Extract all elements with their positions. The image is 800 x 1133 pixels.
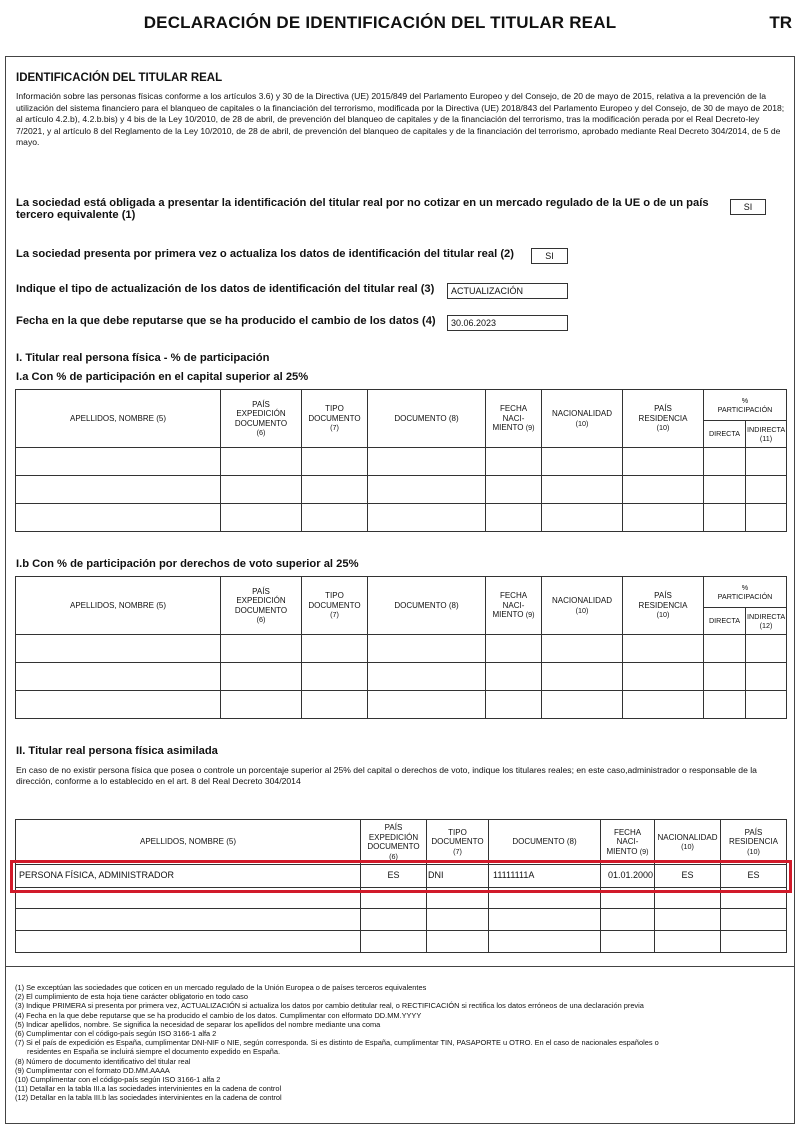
table-Ia bbox=[15, 389, 787, 532]
cell[interactable] bbox=[623, 635, 704, 663]
cell[interactable] bbox=[746, 448, 787, 476]
footnote: (9) Cumplimentar con el formato DD.MM.AAAA bbox=[15, 1065, 170, 1075]
cell[interactable] bbox=[368, 635, 486, 663]
table-row bbox=[16, 635, 787, 663]
cell[interactable] bbox=[361, 909, 427, 931]
col-label: PAÍS bbox=[744, 827, 763, 837]
col-apellidos: APELLIDOS, NOMBRE (5) bbox=[16, 577, 221, 635]
col-label: EXPEDICIÓN bbox=[368, 832, 419, 842]
cell[interactable] bbox=[746, 504, 787, 532]
cell[interactable] bbox=[655, 909, 721, 931]
cell[interactable] bbox=[221, 504, 302, 532]
col-label: TIPO bbox=[325, 591, 344, 601]
table-row bbox=[16, 504, 787, 532]
cell[interactable] bbox=[623, 476, 704, 504]
col-pais-residencia bbox=[623, 390, 704, 448]
cell[interactable] bbox=[542, 504, 623, 532]
col-label: NACI- bbox=[616, 837, 639, 847]
col-label: % bbox=[741, 582, 749, 592]
cell[interactable] bbox=[16, 448, 221, 476]
cell-residencia[interactable]: ES bbox=[721, 865, 787, 888]
footnote: (10) Cumplimentar con el código-país según ISO 3166-1 alfa 2 bbox=[15, 1075, 221, 1085]
col-label: TIPO bbox=[325, 404, 344, 414]
col-label: DOCUMENTO bbox=[234, 605, 288, 615]
col-participacion bbox=[704, 577, 787, 608]
cell[interactable] bbox=[721, 931, 787, 953]
cell[interactable] bbox=[704, 504, 746, 532]
cell[interactable] bbox=[601, 909, 655, 931]
col-label: FECHA bbox=[499, 591, 528, 601]
cell[interactable] bbox=[623, 691, 704, 719]
col-pais-residencia bbox=[623, 577, 704, 635]
col-participacion bbox=[704, 390, 787, 421]
col-label: RESIDENCIA bbox=[729, 837, 778, 847]
col-ref: (10) bbox=[575, 605, 589, 615]
col-label: DOCUMENTO bbox=[234, 418, 288, 428]
cell[interactable] bbox=[427, 931, 489, 953]
section-Ia-title: I.a Con % de participación en el capital superior al 25% bbox=[16, 371, 309, 383]
col-label: NACI- bbox=[502, 413, 525, 423]
col-label: EXPEDICIÓN bbox=[236, 596, 286, 605]
col-ref: (7) bbox=[453, 846, 462, 856]
col-label: NACIONALIDAD bbox=[551, 596, 612, 605]
table-row bbox=[16, 909, 787, 931]
cell[interactable] bbox=[746, 691, 787, 719]
question-3-label: Indique el tipo de actualización de los datos de identificación del titular real (3) bbox=[16, 283, 435, 295]
col-label: PAÍS bbox=[252, 586, 270, 596]
col-label: DOCUMENTO bbox=[367, 842, 420, 851]
notes-divider bbox=[5, 966, 795, 967]
cell[interactable] bbox=[16, 691, 221, 719]
cell[interactable] bbox=[16, 663, 221, 691]
col-label bbox=[602, 847, 653, 857]
page-title: DECLARACIÓN DE IDENTIFICACIÓN DEL TITULAR REAL bbox=[143, 13, 617, 32]
cell[interactable] bbox=[704, 448, 746, 476]
cell[interactable] bbox=[542, 476, 623, 504]
footnote: (2) El cumplimiento de esta hoja tiene carácter obligatorio en todo caso bbox=[15, 992, 248, 1002]
cell[interactable] bbox=[489, 909, 601, 931]
question-1-field[interactable]: SI bbox=[730, 199, 766, 215]
col-label: FECHA bbox=[613, 827, 642, 837]
cell[interactable] bbox=[16, 504, 221, 532]
footnote: (8) Número de documento identificativo del titular real bbox=[15, 1056, 191, 1066]
cell[interactable] bbox=[746, 635, 787, 663]
section-II-title: II. Titular real persona física asimilada bbox=[16, 745, 218, 757]
col-label: RESIDENCIA bbox=[638, 413, 688, 423]
cell[interactable] bbox=[601, 931, 655, 953]
col-nacionalidad bbox=[542, 390, 623, 448]
cell[interactable] bbox=[746, 476, 787, 504]
col-tipo-documento bbox=[427, 820, 489, 865]
cell[interactable] bbox=[368, 448, 486, 476]
col-label-part: MIENTO bbox=[606, 846, 638, 856]
col-documento: DOCUMENTO (8) bbox=[368, 390, 486, 448]
cell[interactable] bbox=[302, 663, 368, 691]
col-pais-expedicion bbox=[361, 820, 427, 865]
cell[interactable] bbox=[623, 663, 704, 691]
cell-fecha[interactable]: 01.01.2000 bbox=[601, 865, 655, 888]
cell-tipo-documento[interactable]: DNI bbox=[427, 865, 489, 888]
question-4-field[interactable]: 30.06.2023 bbox=[447, 315, 568, 331]
col-label: INDIRECTA bbox=[747, 424, 786, 434]
footnote: (4) Fecha en la que debe reputarse que se ha producido el cambio de los datos. Cumplimentar con elformato DD.MM.YYYY bbox=[15, 1010, 422, 1020]
col-label: TIPO bbox=[448, 827, 467, 837]
col-ref: (9) bbox=[525, 423, 535, 433]
cell[interactable] bbox=[368, 663, 486, 691]
cell[interactable] bbox=[221, 476, 302, 504]
cell[interactable] bbox=[302, 448, 368, 476]
col-ref: (10) bbox=[656, 610, 670, 620]
cell[interactable] bbox=[542, 635, 623, 663]
form-code: TR bbox=[769, 13, 792, 32]
cell[interactable] bbox=[16, 931, 361, 953]
table-row bbox=[16, 663, 787, 691]
cell-nacionalidad[interactable]: ES bbox=[655, 865, 721, 888]
col-documento: DOCUMENTO (8) bbox=[489, 820, 601, 865]
table-Ib bbox=[15, 576, 787, 719]
cell-pais-expedicion[interactable]: ES bbox=[361, 865, 427, 888]
col-label: INDIRECTA bbox=[747, 611, 786, 621]
question-4-label: Fecha en la que debe reputarse que se ha producido el cambio de los datos (4) bbox=[16, 315, 436, 327]
col-label: RESIDENCIA bbox=[638, 600, 688, 610]
col-label: FECHA bbox=[499, 404, 528, 414]
cell[interactable] bbox=[486, 476, 542, 504]
table-row bbox=[16, 448, 787, 476]
section-heading: IDENTIFICACIÓN DEL TITULAR REAL bbox=[16, 72, 223, 84]
cell[interactable] bbox=[721, 909, 787, 931]
col-indirecta bbox=[746, 421, 787, 448]
section-Ib-title: I.b Con % de participación por derechos de voto superior al 25% bbox=[16, 558, 359, 570]
question-3-field[interactable]: ACTUALIZACIÓN bbox=[447, 283, 568, 299]
cell[interactable] bbox=[623, 448, 704, 476]
col-label bbox=[487, 423, 540, 433]
footnote: (7) Si el país de expedición es España, cumplimentar DNI-NIF o NIE, según corresponda. Si es distinto de España, cumplimentar TIN, PASAPORTE u OTRO. En el caso de nacionales españoles o bbox=[15, 1038, 659, 1048]
question-1-label: La sociedad está obligada a presentar la identificación del titular real por no cotizar en un mercado regulado de la UE o de un país tercero equivalente (1) bbox=[16, 197, 709, 221]
col-ref: (10) bbox=[575, 418, 589, 428]
col-ref: (10) bbox=[681, 842, 694, 851]
cell[interactable] bbox=[542, 448, 623, 476]
section-I-title: I. Titular real persona física - % de participación bbox=[16, 352, 270, 364]
col-fecha-nacimiento bbox=[486, 577, 542, 635]
cell[interactable] bbox=[16, 635, 221, 663]
col-ref: (10) bbox=[656, 423, 670, 433]
cell[interactable] bbox=[704, 691, 746, 719]
cell[interactable] bbox=[302, 504, 368, 532]
col-ref: (11) bbox=[759, 434, 773, 443]
cell[interactable] bbox=[302, 476, 368, 504]
cell[interactable] bbox=[361, 931, 427, 953]
footnote: residentes en España se incluirá siempre el documento expedido en España. bbox=[27, 1047, 281, 1057]
col-label: EXPEDICIÓN bbox=[236, 409, 286, 418]
col-label: % bbox=[741, 395, 749, 405]
col-ref: (7) bbox=[330, 423, 339, 433]
footnote: (12) Detallar en la tabla III.b las sociedades intervinientes en la cadena de control bbox=[15, 1093, 282, 1103]
cell-nombre[interactable]: PERSONA FÍSICA, ADMINISTRADOR bbox=[16, 865, 361, 888]
cell[interactable] bbox=[704, 635, 746, 663]
table-row bbox=[16, 476, 787, 504]
highlight-box bbox=[10, 860, 792, 893]
table-row bbox=[16, 931, 787, 953]
col-label: DOCUMENTO bbox=[308, 413, 361, 423]
col-label: PAÍS bbox=[384, 823, 403, 832]
cell[interactable] bbox=[368, 504, 486, 532]
cell[interactable] bbox=[704, 476, 746, 504]
col-label: NACIONALIDAD bbox=[551, 409, 612, 418]
cell[interactable] bbox=[704, 663, 746, 691]
col-directa: DIRECTA bbox=[704, 608, 746, 635]
col-apellidos: APELLIDOS, NOMBRE (5) bbox=[16, 390, 221, 448]
cell[interactable] bbox=[368, 691, 486, 719]
col-nacionalidad bbox=[655, 820, 721, 865]
col-label: NACIONALIDAD bbox=[657, 832, 718, 842]
col-label: PAÍS bbox=[654, 404, 672, 414]
footnote: (11) Detallar en la tabla III.a las sociedades intervinientes en la cadena de control bbox=[15, 1084, 282, 1094]
cell[interactable] bbox=[221, 635, 302, 663]
cell[interactable] bbox=[302, 635, 368, 663]
col-directa: DIRECTA bbox=[704, 421, 746, 448]
cell-documento[interactable]: 11111111A bbox=[489, 865, 601, 888]
table-row bbox=[16, 691, 787, 719]
col-label-part: MIENTO bbox=[492, 423, 524, 433]
footnote: (1) Se exceptúan las sociedades que coticen en un mercado regulado de la Unión Europea o de países terceros equivalentes bbox=[15, 983, 427, 992]
cell[interactable] bbox=[16, 909, 361, 931]
col-label: PARTICIPACIÓN bbox=[717, 405, 773, 414]
col-fecha-nacimiento bbox=[486, 390, 542, 448]
cell[interactable] bbox=[368, 476, 486, 504]
col-indirecta bbox=[746, 608, 787, 635]
cell[interactable] bbox=[16, 476, 221, 504]
footnote: (6) Cumplimentar con el código-país según ISO 3166-1 alfa 2 bbox=[15, 1029, 217, 1039]
col-label: DOCUMENTO bbox=[308, 600, 361, 610]
col-ref: (6) bbox=[256, 615, 266, 624]
col-tipo-documento bbox=[302, 390, 368, 448]
cell[interactable] bbox=[221, 691, 302, 719]
intro-text: Información sobre las personas físicas conforme a los artículos 3.6) y 30 de la Directiva (UE) 2015/849 del Parlamento Europeo y del Consejo, de 20 de mayo de 2015, relativa a la prevención de la utilización del sistema financiero para el blanqueo de capitales o la financiación del terrorismo, modificada por la Directiva (UE) 2018/843 del Parlamento Europeo y del Consejo, de 30 de mayo de 2018; al artículo 4.2.b), 4.2.b.bis) y 4 bis de la Ley 10/2010, de 28 de abril, de prevención del blanqueo de capitales y de la financiación del terrorismo, tras la modificación perada por el Real Decreto-ley 7/2021, y al artículo 8 del Reglamento de la Ley 10/2010, de 28 de abril, de prevención del blanqueo de capitales y de la financiación del terrorismo, aprobado mediante Real Decreto 304/2014, de 5 de mayo. bbox=[16, 91, 785, 147]
footnote: (3) Indique PRIMERA si presenta por primera vez, ACTUALIZACIÓN si actualiza los datos por cambio detitular real, o RECTIFICACIÓN si rectifica los datos erróneos de una declaración previa bbox=[15, 1001, 644, 1011]
col-pais-residencia bbox=[721, 820, 787, 865]
cell[interactable] bbox=[542, 691, 623, 719]
footnotes bbox=[15, 983, 785, 1103]
cell[interactable] bbox=[486, 504, 542, 532]
col-label-part: MIENTO bbox=[492, 610, 524, 620]
col-label: PAÍS bbox=[654, 591, 672, 601]
col-pais-expedicion bbox=[221, 390, 302, 448]
col-fecha-nacimiento bbox=[601, 820, 655, 865]
col-label: NACI- bbox=[502, 600, 525, 610]
cell[interactable] bbox=[746, 663, 787, 691]
footnote: (5) Indicar apellidos, nombre. Se significa la necesidad de separar los apellidos del nombre mediante una coma bbox=[15, 1019, 381, 1029]
col-documento: DOCUMENTO (8) bbox=[368, 577, 486, 635]
col-ref: (6) bbox=[256, 428, 266, 437]
cell[interactable] bbox=[302, 691, 368, 719]
col-ref: (10) bbox=[747, 846, 760, 856]
cell[interactable] bbox=[486, 635, 542, 663]
cell[interactable] bbox=[486, 691, 542, 719]
question-2-field[interactable]: SI bbox=[531, 248, 568, 264]
col-pais-expedicion bbox=[221, 577, 302, 635]
cell[interactable] bbox=[427, 909, 489, 931]
cell[interactable] bbox=[221, 663, 302, 691]
cell[interactable] bbox=[623, 504, 704, 532]
col-apellidos: APELLIDOS, NOMBRE (5) bbox=[16, 820, 361, 865]
cell[interactable] bbox=[486, 663, 542, 691]
col-ref: (9) bbox=[525, 610, 535, 620]
col-ref: (12) bbox=[759, 621, 773, 630]
col-label: DOCUMENTO bbox=[431, 837, 484, 847]
question-2-label: La sociedad presenta por primera vez o actualiza los datos de identificación del titular real (2) bbox=[16, 248, 514, 260]
col-label: PARTICIPACIÓN bbox=[717, 592, 773, 601]
col-label: PAÍS bbox=[252, 399, 270, 409]
cell[interactable] bbox=[542, 663, 623, 691]
col-nacionalidad bbox=[542, 577, 623, 635]
col-ref: (7) bbox=[330, 610, 339, 620]
cell[interactable] bbox=[655, 931, 721, 953]
cell[interactable] bbox=[486, 448, 542, 476]
col-label bbox=[487, 610, 540, 620]
cell[interactable] bbox=[489, 931, 601, 953]
col-ref: (6) bbox=[389, 851, 398, 861]
col-tipo-documento bbox=[302, 577, 368, 635]
cell[interactable] bbox=[221, 448, 302, 476]
col-ref: (9) bbox=[639, 846, 649, 856]
section-II-text: En caso de no existir persona física que posea o controle un porcentaje superior al 25% del capital o derechos de voto, indique los titulares reales; en este caso,administrador o responsable de la dirección, conforme a lo establecido en el art. 8 del Real Decreto 304/2014 bbox=[16, 765, 757, 786]
